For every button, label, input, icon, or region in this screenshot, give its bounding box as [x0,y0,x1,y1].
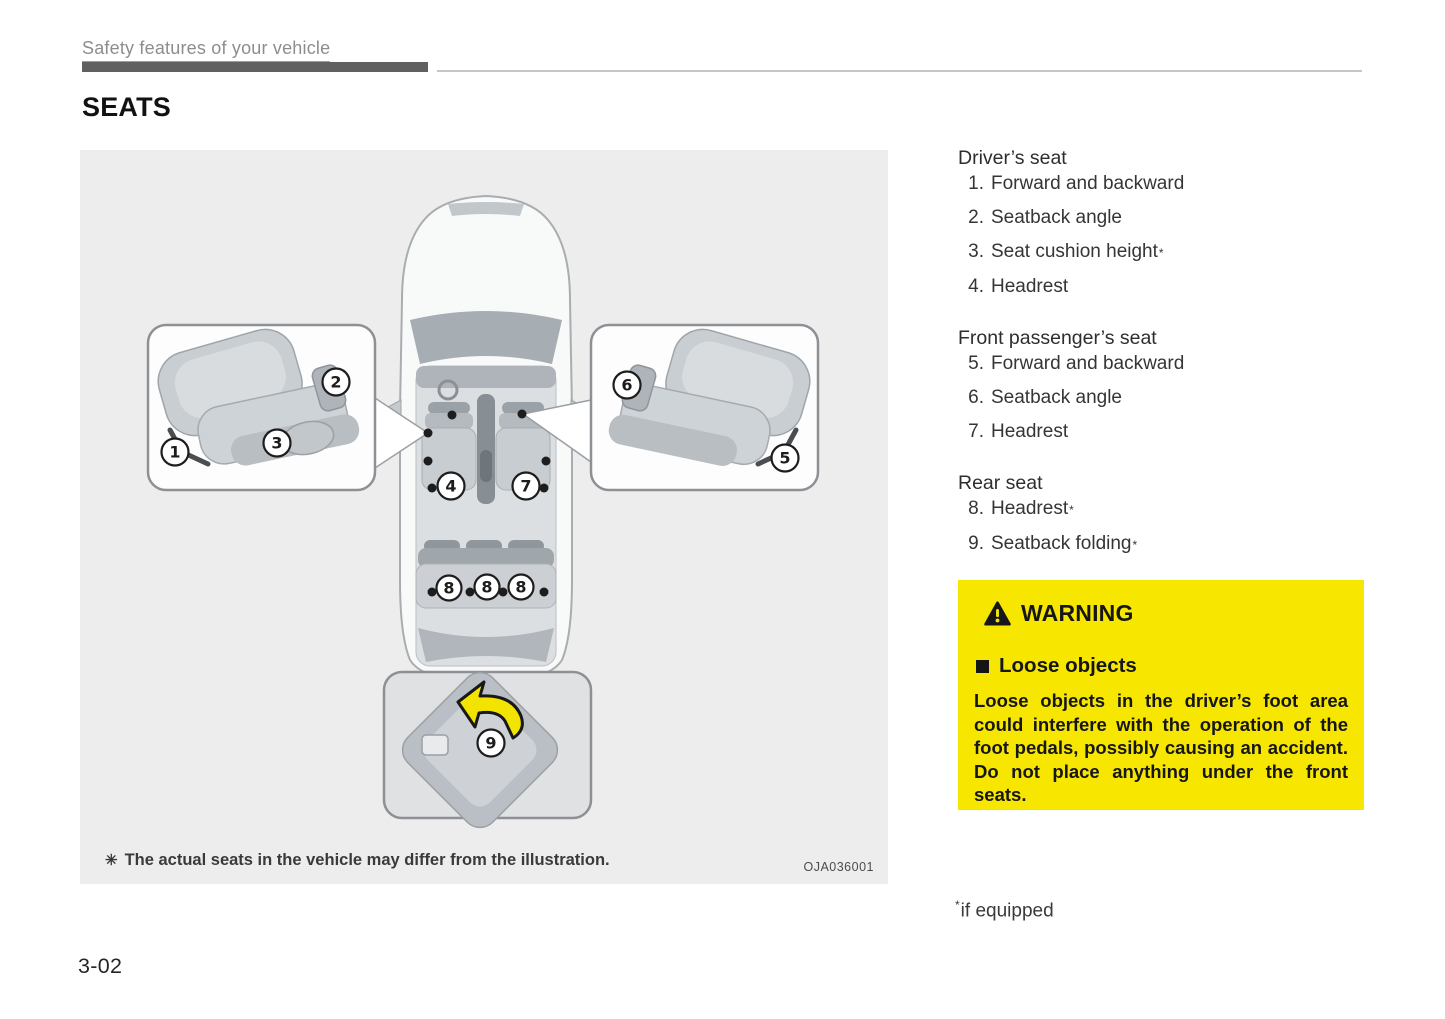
legend-item: 9. Seatback folding * [968,533,1138,554]
svg-text:8: 8 [515,577,527,597]
note-text: The actual seats in the vehicle may differ from the illustration. [124,851,610,869]
svg-text:5: 5 [779,448,791,468]
gear-area [480,450,492,482]
callout-2 [323,369,350,396]
callout-8-right [509,575,534,600]
warning-subtitle: Loose objects [999,654,1137,677]
warning-body: Loose objects in the driver’s foot area could interfere with the operation of the foot pedals, possibly causing an accident. Do not place anything under the front seats. [974,690,1348,805]
svg-text:8: 8 [481,577,493,597]
seats-illustration-panel [80,150,888,884]
callout-9 [478,730,505,757]
callout-7 [513,473,540,500]
footnote [955,898,1054,922]
note-asterisk-icon: ✳ [105,852,118,869]
section-heading: Front passenger’s seat [958,327,1157,349]
legend-item: 6. Seatback angle [968,387,1122,408]
fold-latch-icon [422,735,448,755]
legend-item: 8. Headrest * [968,498,1074,519]
callout-8-center [475,575,500,600]
legend-item: 2. Seatback angle [968,207,1122,228]
section-front-passengers-seat [958,326,1378,442]
svg-text:3: 3 [271,433,283,453]
driver-seat-inset [148,322,375,490]
breadcrumb-accent-bar [82,62,428,72]
legend-item: 1. Forward and backward [968,173,1185,194]
seat-adjustment-legend [958,146,1378,555]
legend-item: 3. Seat cushion height * [968,241,1164,262]
callout-3 [264,430,291,457]
section-drivers-seat [958,146,1378,297]
svg-text:2: 2 [330,372,342,392]
square-bullet-icon [976,660,989,673]
figure-code: OJA036001 [803,860,874,874]
warning-title-row [984,600,1348,627]
dashboard [416,366,556,388]
legend-item: 5. Forward and backward [968,353,1185,374]
svg-text:4: 4 [445,476,457,496]
breadcrumb: Safety features of your vehicle [82,38,330,63]
callout-4 [438,473,465,500]
footnote-marker: * [955,898,960,912]
svg-text:1: 1 [169,442,181,462]
warning-triangle-icon [984,601,1011,626]
seats-diagram [80,150,888,884]
legend-item: 4. Headrest [968,276,1069,297]
svg-text:7: 7 [520,476,532,496]
illustration-note [105,851,610,870]
section-rear-seat [958,471,1378,555]
callout-1 [162,439,189,466]
page-number: 3-02 [78,954,123,978]
legend-item: 7. Headrest [968,421,1069,442]
center-console [477,394,495,504]
header-rule [437,70,1362,72]
section-heading: Driver’s seat [958,147,1067,169]
callout-5 [772,445,799,472]
svg-text:9: 9 [485,733,497,753]
grille [448,202,524,216]
svg-text:6: 6 [621,375,633,395]
callout-8-left [437,576,462,601]
warning-subtitle-row [976,654,1348,678]
section-heading: Rear seat [958,472,1043,494]
page-title: SEATS [82,92,172,122]
warning-title: WARNING [1021,600,1134,626]
footnote-text: if equipped [960,900,1054,922]
warning-box [958,580,1364,810]
callout-6 [614,372,641,399]
svg-text:8: 8 [443,578,455,598]
